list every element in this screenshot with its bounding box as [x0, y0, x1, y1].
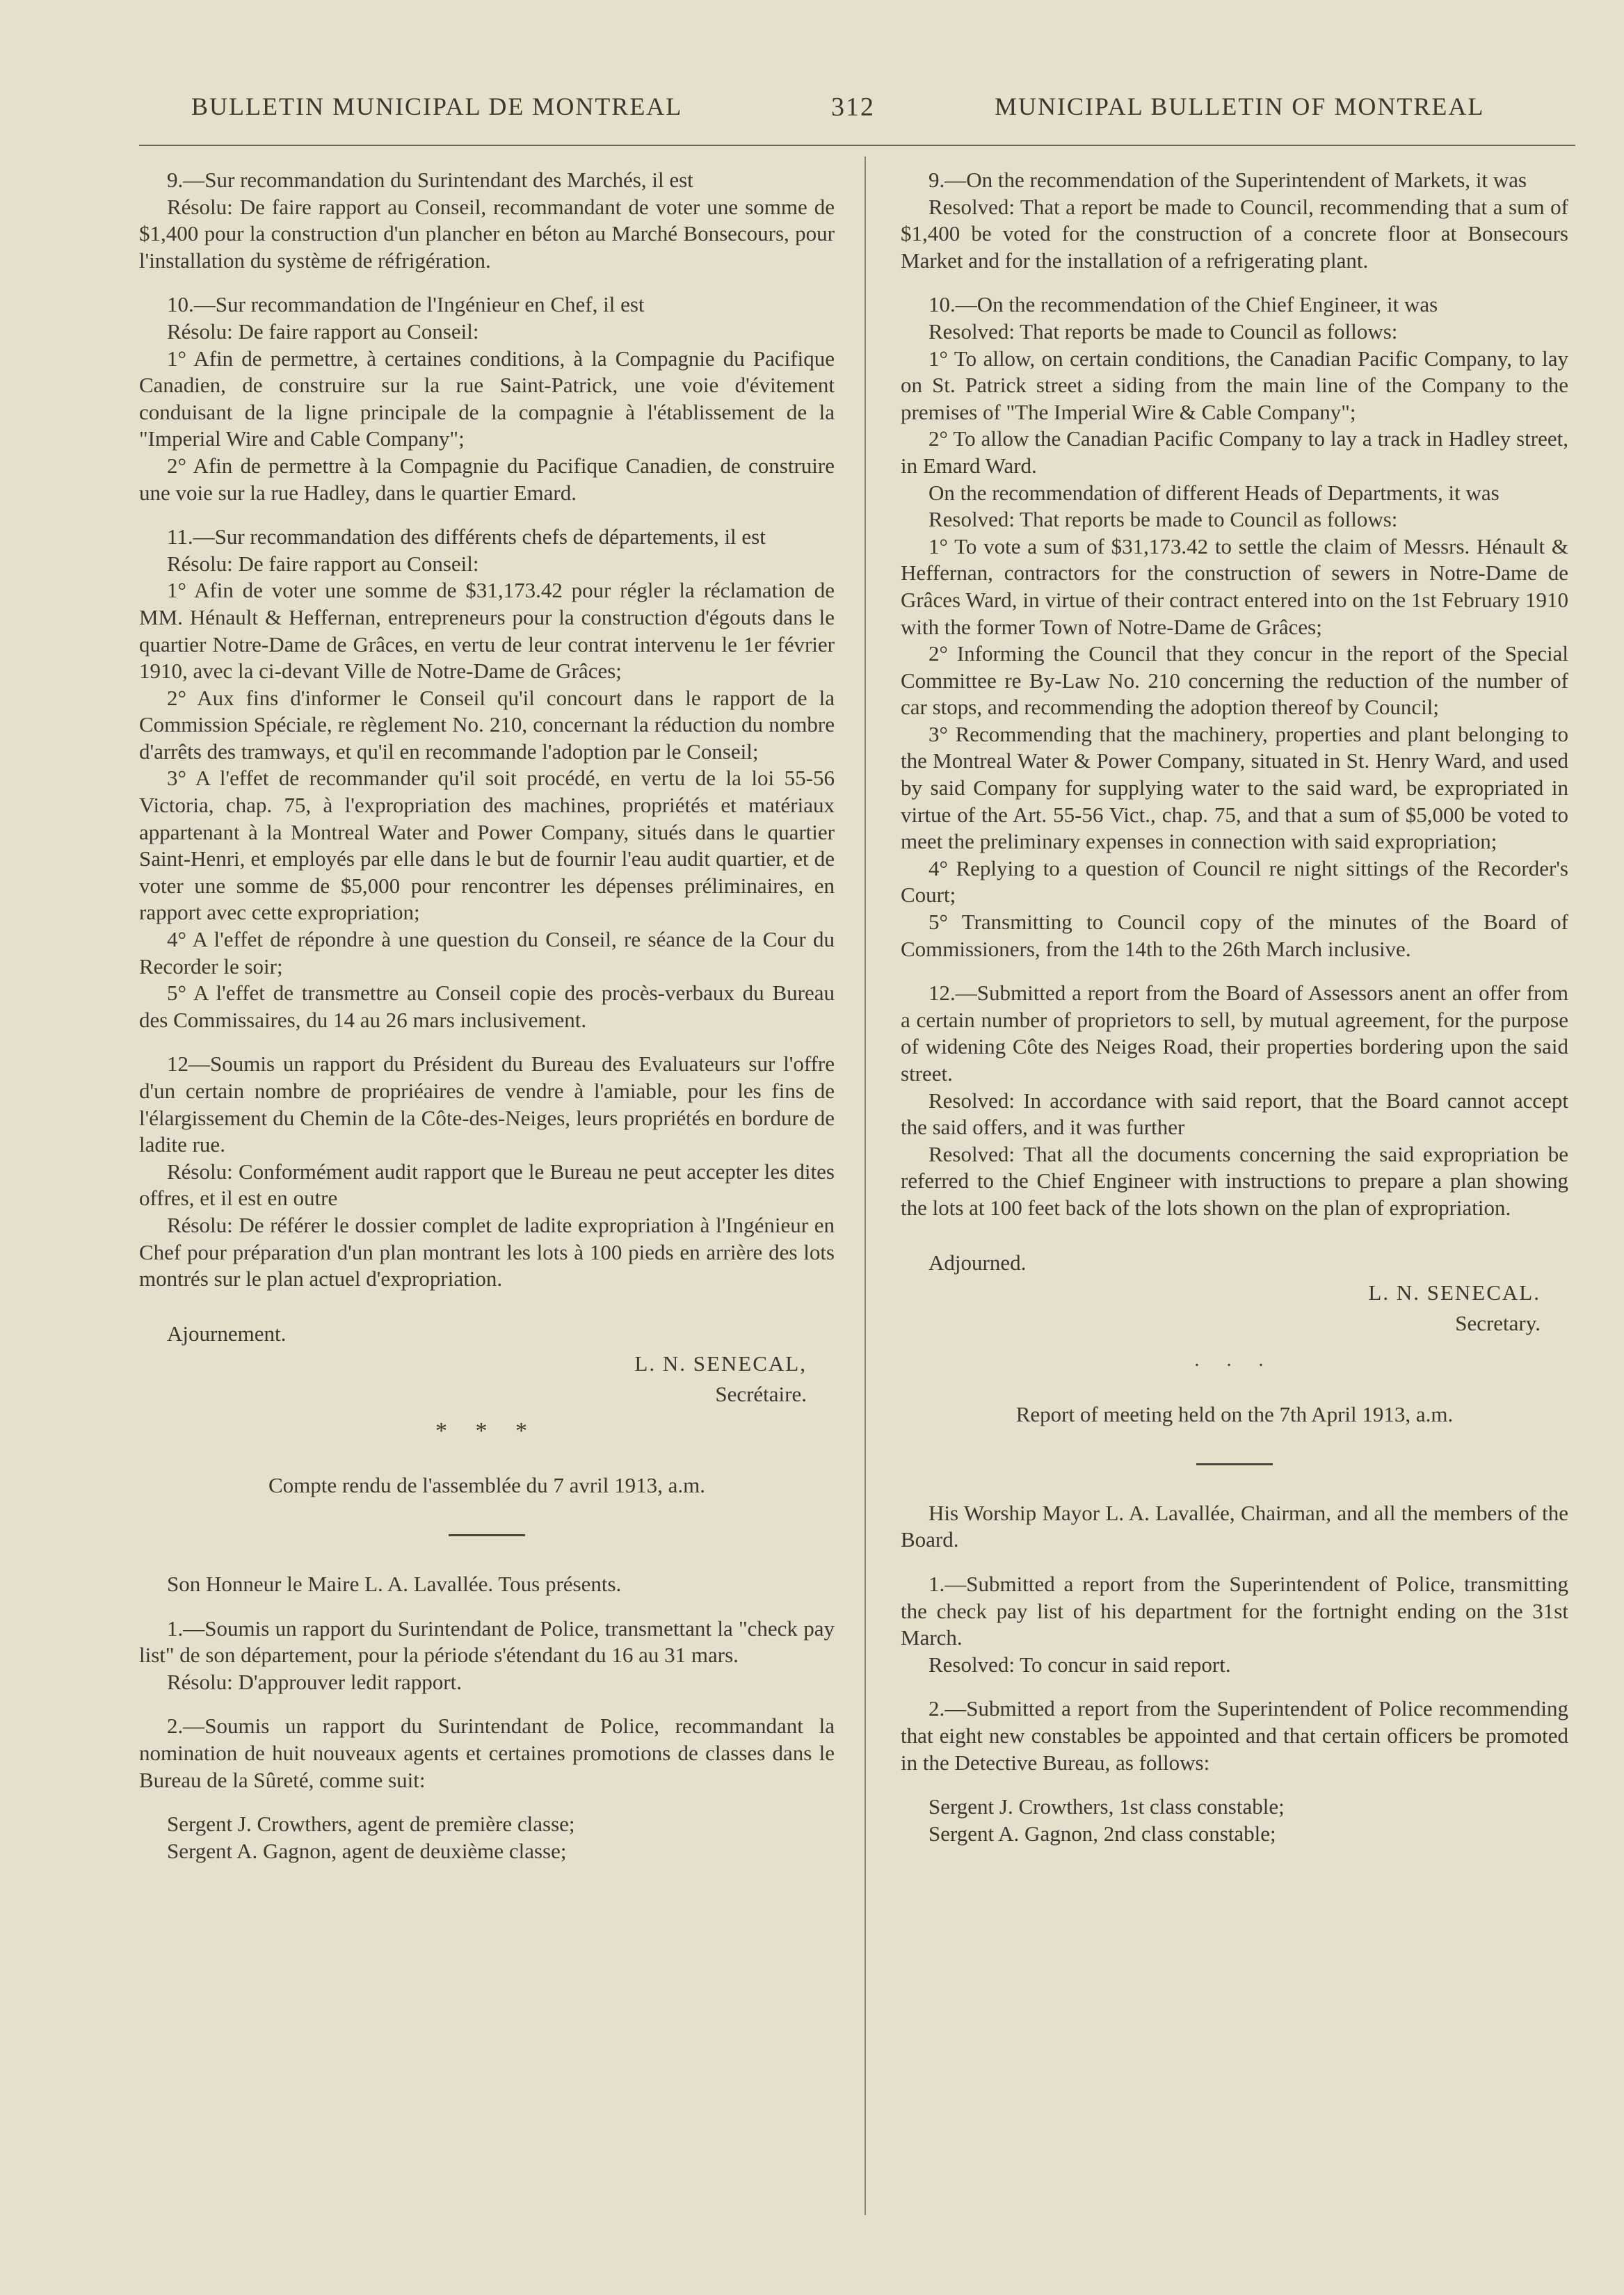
en-meeting-title: Report of meeting held on the 7th April 1913, a.m.: [1015, 1402, 1454, 1427]
en-item-11-point-3: 3° Recommending that the machinery, properties and plant belonging to the Montreal Water & Power Company, situated in St. Henry Ward, and used by said Company for supplying water to the said ward, be expropriated in virtue of the Art. 55-56 Vict., chap. 75, and that a sum of $5,000 be voted to meet the preliminary expenses in connection with said expropriation;: [901, 721, 1568, 854]
fr-item-11-point-3: 3° A l'effet de recommander qu'il soit procédé, en vertu de la loi 55-56 Victoria, chap. 75, à l'expropriation des machines, propriétés et matériaux appartenant à la Montreal Water and Power Company, situés dans le quartier Saint-Henri, et employés par elle dans le but de fournir l'eau audit quartier, et de voter une somme de $5,000 pour rencontrer les dépenses préliminaires, en rapport avec cette expropriation;: [139, 766, 835, 925]
en-q2-intro: 2.—Submitted a report from the Superintendent of Police recommending that eight new constables be appointed and that certain officers be promoted in the Detective Bureau, as follows:: [901, 1696, 1568, 1775]
fr-q2-line-a: Sergent J. Crowthers, agent de première classe;: [167, 1812, 575, 1837]
en-q1-intro: 1.—Submitted a report from the Superintendent of Police, transmitting the check pay list of his department for the fortnight ending on the 31st March.: [901, 1571, 1568, 1650]
en-item-11-point-5: 5° Transmitting to Council copy of the minutes of the Board of Commissioners, from the 14th to the 26th March inclusive.: [901, 910, 1568, 961]
fr-item-12-intro: 12—Soumis un rapport du Président du Bureau des Evaluateurs sur l'offre d'un certain nombre de propriéaires de vendre à l'amiable, pour les fins de l'élargissement du Chemin de la Côte-des-Neiges, leurs propriétés en bordure de ladite rue.: [139, 1052, 835, 1157]
en-item-10-intro: 10.—On the recommendation of the Chief Engineer, it was: [928, 292, 1438, 317]
fr-q1-resolution: Résolu: D'approuver ledit rapport.: [167, 1669, 462, 1694]
en-item-10-resolution: Resolved: That reports be made to Council as follows:: [928, 319, 1398, 344]
fr-item-12-resolution-2: Résolu: De référer le dossier complet de ladite expropriation à l'Ingénieur en Chef pour préparation d'un plan montrant les lots à 100 pieds en arrière des lots montrés sur le plan actuel d'expropriation.: [139, 1212, 835, 1291]
en-item-11-point-4: 4° Replying to a question of Council re night sittings of the Recorder's Court;: [901, 855, 1568, 908]
en-item-12-intro: 12.—Submitted a report from the Board of Assessors anent an offer from a certain number of proprietors to sell, by mutual agreement, for the purpose of widening Côte des Neiges Road, their properties bordering upon the said street.: [901, 981, 1568, 1086]
fr-item-9-intro: 9.—Sur recommandation du Surintendant des Marchés, il est: [167, 168, 693, 192]
page-number: 312: [831, 92, 875, 122]
header-rule: [139, 145, 1575, 146]
en-q2-line-a: Sergent J. Crowthers, 1st class constable;: [928, 1794, 1285, 1819]
fr-item-12-resolution-1: Résolu: Conformément audit rapport que le Bureau ne peut accepter les dites offres, et il est en outre: [139, 1159, 835, 1211]
fr-item-11-point-5: 5° A l'effet de transmettre au Conseil copie des procès-verbaux du Bureau des Commissaires, du 14 au 26 mars inclusivement.: [139, 981, 835, 1032]
fr-signoff: [139, 1321, 835, 1411]
fr-signer-role: Secrétaire.: [715, 1381, 807, 1406]
en-item-9-intro: 9.—On the recommendation of the Superintendent of Markets, it was: [928, 168, 1527, 192]
fr-q2-line-b: Sergent A. Gagnon, agent de deuxième classe;: [167, 1838, 567, 1863]
header-title-english: MUNICIPAL BULLETIN OF MONTREAL: [995, 92, 1485, 120]
fr-item-11-intro: 11.—Sur recommandation des différents chefs de départements, il est: [167, 524, 766, 549]
fr-q1-intro: 1.—Soumis un rapport du Surintendant de Police, transmettant la "check pay list" de son département, pour la période s'étendant du 16 au 31 mars.: [139, 1616, 835, 1668]
en-adjourned: Adjourned.: [928, 1250, 1027, 1275]
fr-item-11-point-2: 2° Aux fins d'informer le Conseil qu'il concourt dans le rapport de la Commission Spéciale, re règlement No. 210, concernant la réduction du nombre d'arrêts des tramways, et qu'il en recommande l'adoption par le Conseil;: [139, 685, 835, 764]
en-signoff: [901, 1250, 1568, 1340]
fr-item-9-resolution: Résolu: De faire rapport au Conseil, recommandant de voter une somme de $1,400 pour la construction d'un plancher en béton au Marché Bonsecours, pour l'installation du système de réfrigération.: [139, 194, 835, 273]
en-item-12-resolution-1: Resolved: In accordance with said report, that the Board cannot accept the said offers, and it was further: [901, 1088, 1568, 1140]
en-item-10-point-2: 2° To allow the Canadian Pacific Company to lay a track in Hadley street, in Emard Ward.: [901, 426, 1568, 478]
fr-short-rule: [449, 1534, 525, 1536]
en-q2-line-b: Sergent A. Gagnon, 2nd class constable;: [928, 1821, 1276, 1846]
en-item-11-resolution: Resolved: That reports be made to Council as follows:: [928, 507, 1398, 532]
column-divider: [865, 156, 866, 2215]
en-item-11-point-2: 2° Informing the Council that they concur in the report of the Special Committee re By-Law No. 210 concerning the reduction of the number of car stops, and recommending the adoption thereof by Council;: [901, 641, 1568, 720]
en-present: His Worship Mayor L. A. Lavallée, Chairman, and all the members of the Board.: [901, 1500, 1568, 1552]
fr-item-10-resolution: Résolu: De faire rapport au Conseil:: [167, 319, 479, 344]
en-q1-resolution: Resolved: To concur in said report.: [928, 1652, 1231, 1677]
fr-signer: [634, 1348, 807, 1410]
fr-separator-stars: * * *: [435, 1417, 538, 1444]
fr-item-10-point-1: 1° Afin de permettre, à certaines conditions, à la Compagnie du Pacifique Canadien, de construire sur la rue Saint-Patrick, une voie d'évitement conduisant de la ligne principale de la compagnie à l'établissement de la "Imperial Wire and Cable Company";: [139, 346, 835, 451]
en-item-10-point-1: 1° To allow, on certain conditions, the Canadian Pacific Company, to lay on St. Patrick street a siding from the main line of the Company to the premises of "The Imperial Wire & Cable Company";: [901, 346, 1568, 424]
en-short-rule: [1196, 1463, 1273, 1465]
fr-item-11-resolution: Résolu: De faire rapport au Conseil:: [167, 551, 479, 576]
fr-meeting-title: Compte rendu de l'assemblée du 7 avril 1913, a.m.: [268, 1473, 706, 1498]
fr-item-11-point-1: 1° Afin de voter une somme de $31,173.42 pour régler la réclamation de MM. Hénault & Heffernan, entrepreneurs pour la construction d'égouts dans le quartier Notre-Dame de Grâces, en vertu de leur contrat intervenu le 1er février 1910, avec la ci-devant Ville de Notre-Dame de Grâces;: [139, 578, 835, 684]
en-signer: [1368, 1278, 1541, 1339]
en-item-9-resolution: Resolved: That a report be made to Council, recommending that a sum of $1,400 be voted for the construction of a concrete floor at Bonsecours Market and for the installation of a refrigerating plant.: [901, 194, 1568, 273]
fr-item-11-point-4: 4° A l'effet de répondre à une question du Conseil, re séance de la Cour du Recorder le soir;: [139, 927, 835, 979]
header-title-french: BULLETIN MUNICIPAL DE MONTREAL: [191, 92, 683, 120]
english-column: [901, 167, 1568, 1847]
en-signer-role: Secretary.: [1455, 1310, 1541, 1335]
en-item-11-point-1: 1° To vote a sum of $31,173.42 to settle the claim of Messrs. Hénault & Heffernan, contractors for the construction of sewers in Notre-Dame de Grâces Ward, in virtue of their contract entered into on the 1st February 1910 with the former Town of Notre-Dame de Grâces;: [901, 533, 1568, 639]
fr-adjourned: Ajournement.: [167, 1321, 287, 1346]
fr-present: Son Honneur le Maire L. A. Lavallée. Tous présents.: [167, 1571, 622, 1596]
en-item-11-intro: On the recommendation of different Heads of Departments, it was: [928, 480, 1500, 505]
fr-item-10-intro: 10.—Sur recommandation de l'Ingénieur en Chef, il est: [167, 292, 645, 317]
french-column: [139, 167, 835, 1865]
en-separator-dots: . . .: [1194, 1348, 1275, 1371]
en-signer-name: L. N. SENECAL.: [1368, 1280, 1541, 1305]
page-header: [0, 92, 1624, 134]
fr-q2-intro: 2.—Soumis un rapport du Surintendant de Police, recommandant la nomination de huit nouveaux agents et certaines promotions de classes dans le Bureau de la Sûreté, comme suit:: [139, 1714, 835, 1792]
en-item-12-resolution-2: Resolved: That all the documents concerning the said expropriation be referred to the Chief Engineer with instructions to prepare a plan showing the lots at 100 feet back of the lots shown on the plan of expropriation.: [901, 1141, 1568, 1220]
fr-signer-name: L. N. SENECAL,: [634, 1351, 807, 1376]
fr-item-10-point-2: 2° Afin de permettre à la Compagnie du Pacifique Canadien, de construire une voie sur la rue Hadley, dans le quartier Emard.: [139, 453, 835, 505]
